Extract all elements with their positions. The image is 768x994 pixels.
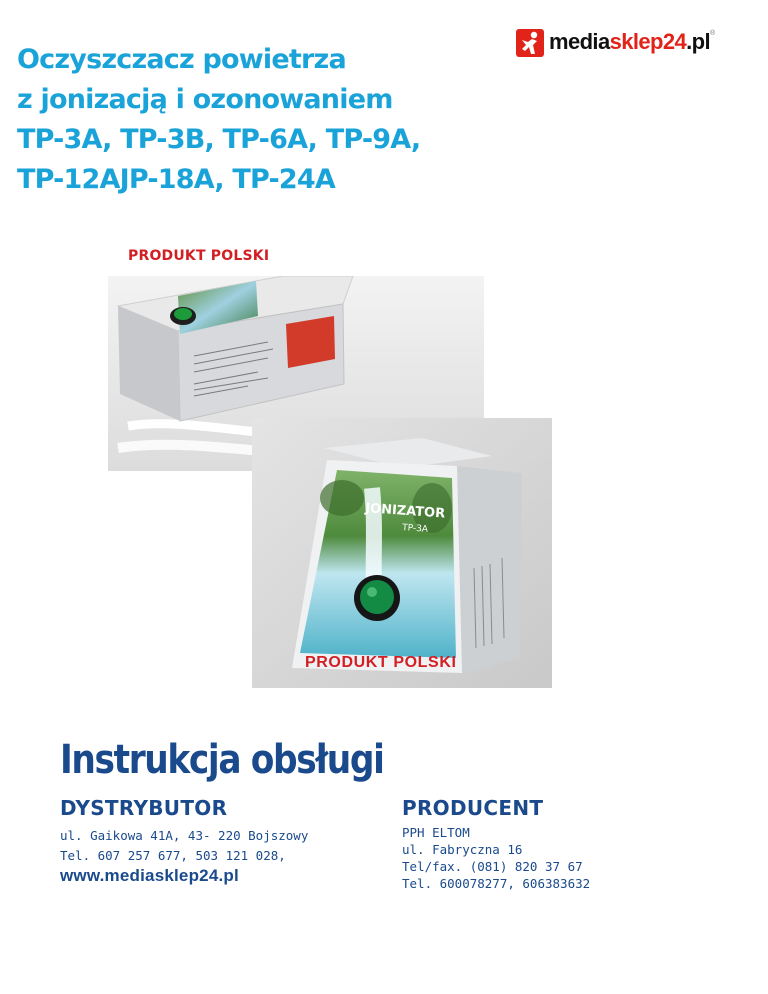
title-line-3: TP-3A, TP-3B, TP-6A, TP-9A,: [17, 124, 421, 155]
distributor-heading: DYSTRYBUTOR: [60, 796, 228, 820]
produkt-polski-photo-label: PRODUKT POLSKI: [305, 654, 457, 671]
product-photo-ionizer-front: [252, 418, 552, 688]
mediasklep24-logo: [516, 22, 715, 62]
distributor-address: ul. Gaikowa 41A, 43- 220 Bojszowy: [60, 828, 309, 843]
manual-title: Instrukcja obsługi: [60, 737, 384, 783]
document-title: [17, 40, 420, 200]
logo-wordmark: [549, 29, 710, 55]
producer-company: PPH ELTOM: [402, 825, 470, 840]
title-line-1: Oczyszczacz powietrza: [17, 44, 346, 75]
distributor-website-link[interactable]: www.mediasklep24.pl: [60, 866, 239, 885]
logo-part-media: media: [549, 29, 610, 54]
ionizer-front-illustration: [252, 418, 552, 688]
logo-part-sklep24: sklep24: [609, 29, 687, 54]
producer-heading: PRODUCENT: [402, 796, 544, 820]
producer-info: [402, 824, 590, 892]
distributor-info: [60, 826, 308, 886]
title-line-2: z jonizacją i ozonowaniem: [17, 84, 393, 115]
device-name-label: JONIZATOR: [364, 501, 446, 522]
produkt-polski-label: PRODUKT POLSKI: [128, 248, 270, 264]
device-model-label: TP-3A: [401, 523, 429, 535]
distributor-phone: Tel. 607 257 677, 503 121 028,: [60, 848, 286, 863]
registered-mark: ®: [710, 29, 716, 37]
producer-street: ul. Fabryczna 16: [402, 842, 523, 857]
logo-part-pl: .pl: [686, 29, 710, 54]
person-figure-icon: [516, 27, 546, 57]
producer-telfax: Tel/fax. (081) 820 37 67: [402, 859, 583, 874]
title-line-4: TP-12AJP-18A, TP-24A: [17, 164, 336, 195]
producer-phone: Tel. 600078277, 606383632: [402, 876, 591, 891]
